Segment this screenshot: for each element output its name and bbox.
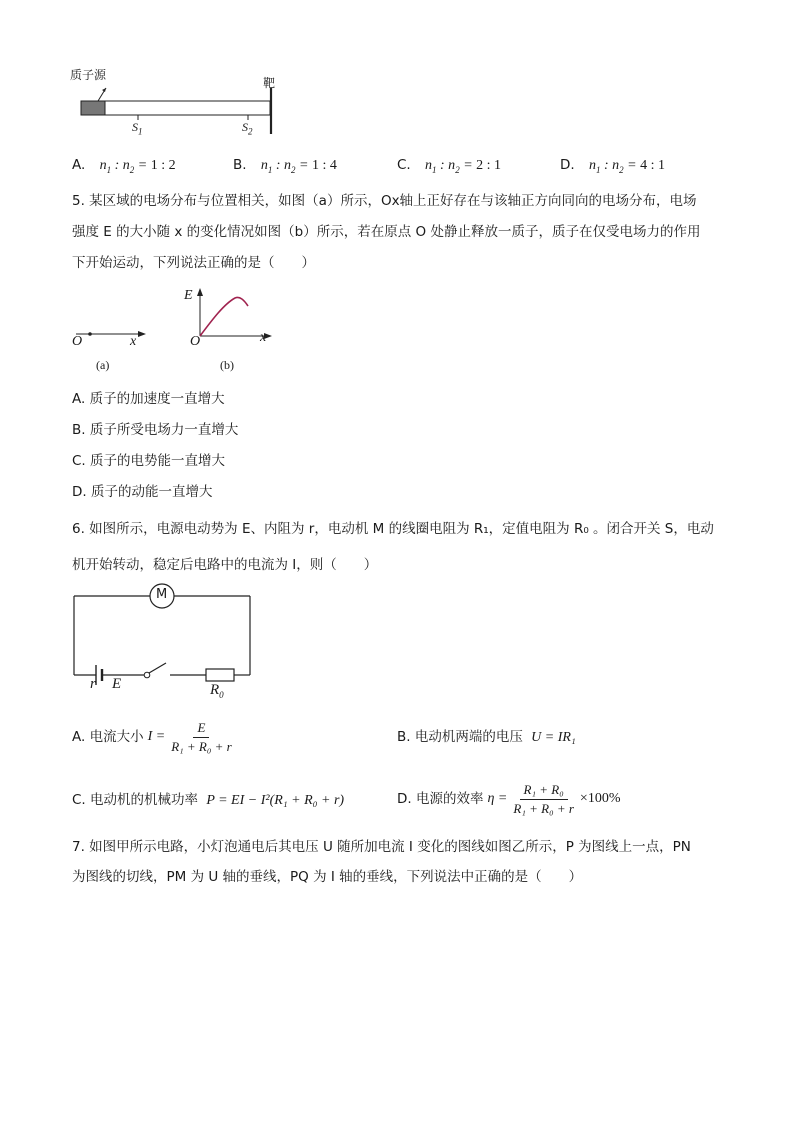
fig-a-origin-label: O xyxy=(72,334,83,349)
target-label: 靶 xyxy=(263,76,276,90)
proton-source-label: 质子源 xyxy=(70,68,107,82)
q5-line-1: 5. 某区域的电场分布与位置相关，如图（a）所示，Ox轴上正好存在与该轴正方向同向的电场分布，电场 xyxy=(72,193,697,209)
q6-option-c[interactable]: C. 电动机的机械功率 P = EI − I²(R₁ + R₀ + r) xyxy=(72,792,345,808)
q5-figure-b xyxy=(180,284,280,380)
q5-option-b[interactable]: B. 质子所受电场力一直增大 xyxy=(72,422,239,438)
q5-line-3: 下开始运动，下列说法正确的是（ ） xyxy=(72,255,315,271)
s2-label: $S_2$ xyxy=(242,120,253,137)
q5-option-d[interactable]: D. 质子的动能一直增大 xyxy=(72,484,213,500)
q4-option-b[interactable]: B. $n_1$ : $n_2 = 1$ : 4 xyxy=(233,157,337,175)
fig-b-e-label: E xyxy=(184,288,193,303)
q5-option-c[interactable]: C. 质子的电势能一直增大 xyxy=(72,453,226,469)
fig-b-caption: (b) xyxy=(220,358,234,372)
proton-figure xyxy=(60,60,300,140)
q6-line-1: 6. 如图所示，电源电动势为 E、内阻为 r，电动机 M 的线圈电阻为 R₁，定值电阻为 R₀ 。闭合开关 S，电动 xyxy=(72,521,714,537)
proton-source-block xyxy=(81,101,105,115)
fig-b-origin-label: O xyxy=(190,334,201,349)
motor-label: M xyxy=(156,587,168,602)
q4-option-c[interactable]: C. $n_1$ : $n_2 = 2$ : 1 xyxy=(397,157,502,175)
fig-a-x-label: x xyxy=(130,334,137,349)
fig-b-x-label: x xyxy=(260,330,267,345)
q7-line-1: 7. 如图甲所示电路，小灯泡通电后其电压 U 随所加电流 I 变化的图线如图乙所示，P 为图线上一点，PN xyxy=(72,839,691,855)
fig-a-caption: (a) xyxy=(96,358,110,372)
s1-label: $S_1$ xyxy=(132,120,143,137)
circuit-diagram xyxy=(66,580,266,710)
tube xyxy=(105,101,270,115)
emf-label: E xyxy=(112,676,122,692)
internal-resistance-label: r xyxy=(90,676,96,692)
q5-option-a[interactable]: A. 质子的加速度一直增大 xyxy=(72,391,225,407)
r0-label: $R_0$ xyxy=(210,682,224,700)
switch-blade[interactable] xyxy=(149,663,166,673)
q4-option-d[interactable]: D. $n_1$ : $n_2 = 4$ : 1 xyxy=(560,157,665,175)
q5-figure-a xyxy=(68,318,158,378)
q7-line-2: 为图线的切线，PM 为 U 轴的垂线，PQ 为 I 轴的垂线，下列说法中正确的是（ ） xyxy=(72,869,583,885)
q4-option-a[interactable]: A. $n_1$ : $n_2 = 1$ : 2 xyxy=(72,157,176,175)
resistor-r0 xyxy=(206,669,234,681)
q6-option-a[interactable]: A. 电流大小 I = $\frac{E}{\text{R₁ + R₀ + r}}$ xyxy=(72,719,232,754)
switch-pivot xyxy=(144,672,150,678)
q5-line-2: 强度 E 的大小随 x 的变化情况如图（b）所示，若在原点 O 处静止释放一质子，质子在仅受电场力的作用 xyxy=(72,224,701,240)
e-curve xyxy=(200,297,248,336)
q6-option-d[interactable]: D. 电源的效率 η = $\frac{\text{R₁ + R₀}}{\text{R₁ + R₀ + r}}$ ×100% xyxy=(397,781,621,816)
q6-line-2: 机开始转动，稳定后电路中的电流为 I，则（ ） xyxy=(72,557,378,573)
q6-option-b[interactable]: B. 电动机两端的电压 U = IR₁ xyxy=(397,729,576,745)
